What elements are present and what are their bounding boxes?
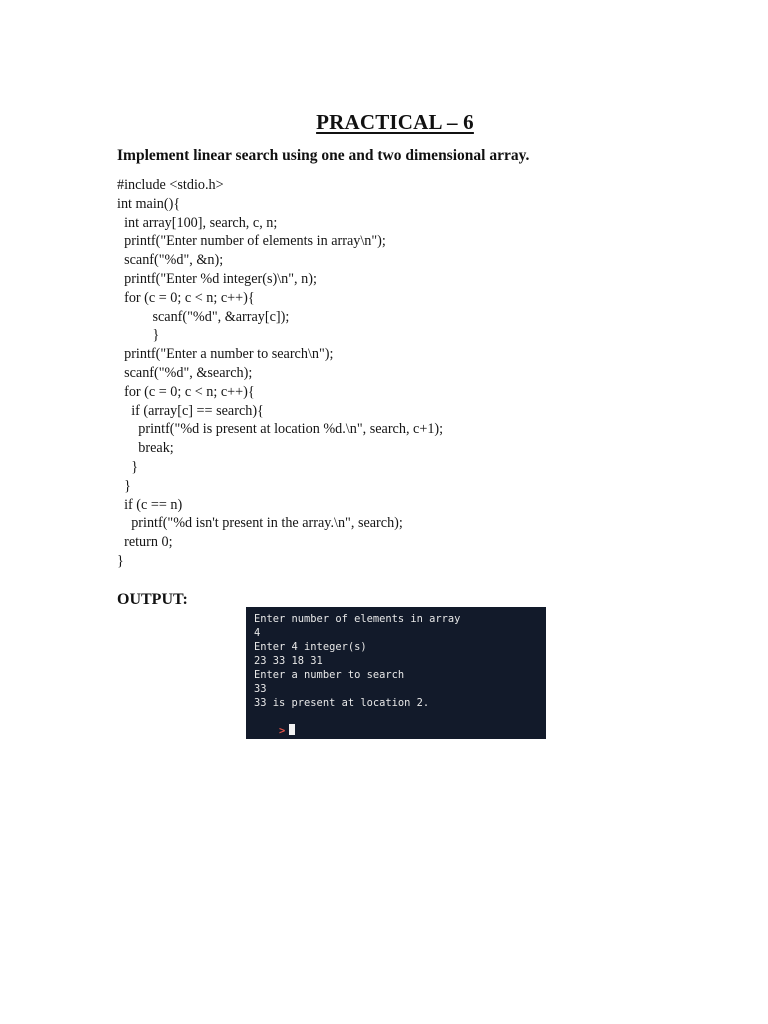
code-line: printf("Enter number of elements in array\n");: [117, 233, 386, 250]
code-line: int array[100], search, c, n;: [117, 214, 278, 231]
prompt-arrow-icon: >: [279, 725, 286, 737]
terminal-line: 23 33 18 31: [254, 655, 323, 667]
terminal-cursor: [289, 724, 295, 735]
cropped-previous-line: [256, 607, 324, 610]
terminal-line: Enter a number to search: [254, 669, 405, 681]
aim-text: Implement linear search using one and two dimensional array.: [117, 147, 530, 164]
code-line: }: [117, 552, 124, 569]
code-line: scanf("%d", &search);: [117, 364, 253, 381]
code-line: printf("Enter %d integer(s)\n", n);: [117, 270, 317, 287]
code-line: for (c = 0; c < n; c++){: [117, 289, 255, 306]
terminal-line: Enter number of elements in array: [254, 613, 461, 625]
terminal-line: Enter 4 integer(s): [254, 641, 367, 653]
code-line: return 0;: [117, 534, 173, 551]
source-code-block: [117, 176, 443, 571]
code-line: scanf("%d", &array[c]);: [117, 308, 290, 325]
code-line: if (c == n): [117, 496, 183, 513]
code-line: printf("Enter a number to search\n");: [117, 346, 334, 363]
code-line: scanf("%d", &n);: [117, 252, 224, 269]
terminal-line: 33: [254, 683, 267, 695]
code-line: int main(){: [117, 195, 181, 212]
code-line: #include <stdio.h>: [117, 177, 224, 193]
code-line: break;: [117, 440, 174, 457]
code-line: }: [117, 327, 160, 344]
page-title: PRACTICAL – 6: [316, 110, 474, 134]
code-line: for (c = 0; c < n; c++){: [117, 383, 255, 400]
code-line: }: [117, 477, 131, 494]
code-line: printf("%d isn't present in the array.\n", search);: [117, 515, 403, 532]
terminal-prompt: [254, 710, 295, 739]
terminal-line: 33 is present at location 2.: [254, 697, 430, 709]
code-line: }: [117, 458, 138, 475]
output-label: OUTPUT:: [117, 591, 188, 608]
terminal-output-screenshot: [246, 607, 546, 739]
code-line: printf("%d is present at location %d.\n", search, c+1);: [117, 421, 444, 438]
code-line: if (array[c] == search){: [117, 402, 264, 419]
terminal-line: 4: [254, 627, 261, 639]
